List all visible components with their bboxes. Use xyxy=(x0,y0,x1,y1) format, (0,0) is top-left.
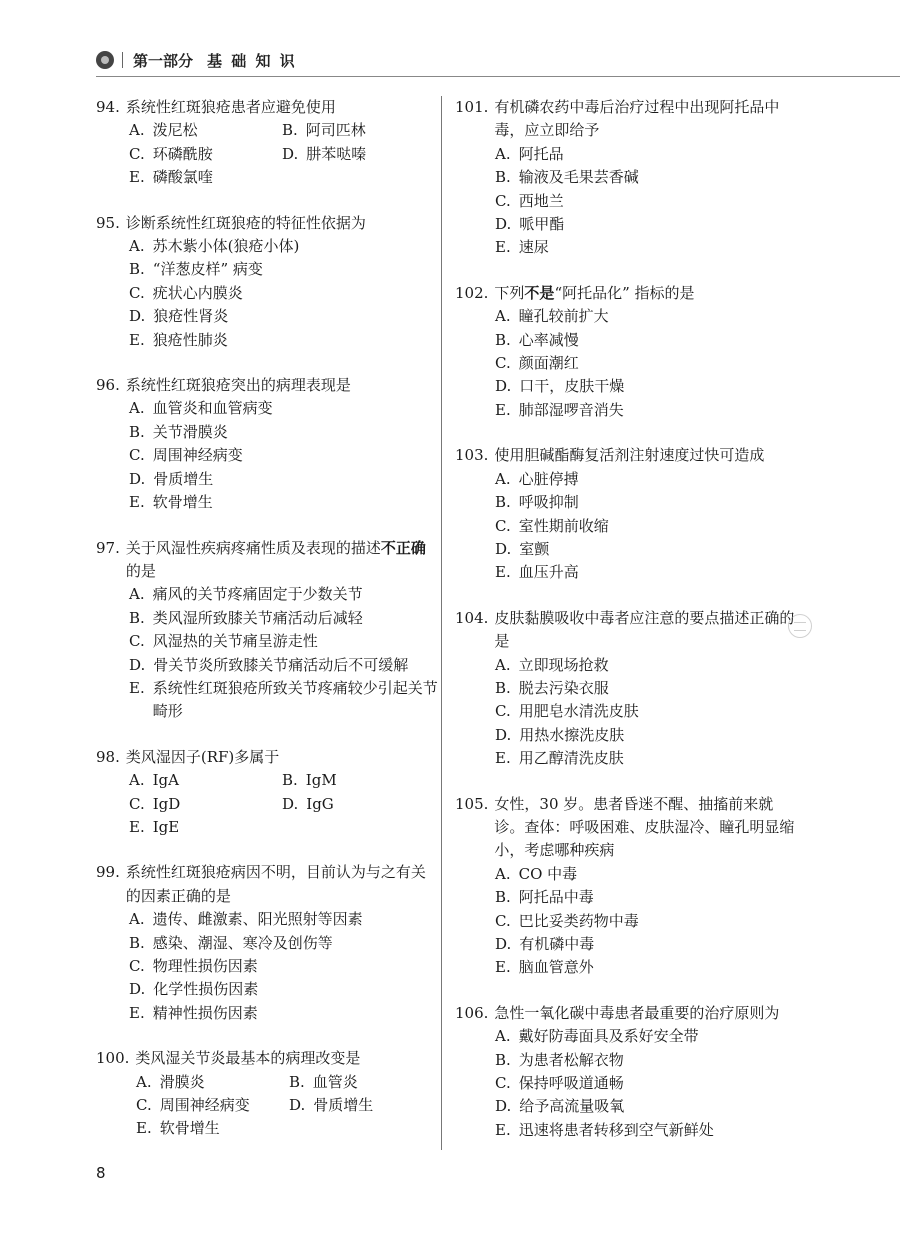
answer-option xyxy=(136,1094,289,1117)
option-text: 心率减慢 xyxy=(518,330,579,349)
question-item xyxy=(455,444,797,584)
options-list xyxy=(96,908,438,1025)
option-label: C. xyxy=(495,191,511,210)
option-text: 遗传、雌激素、阳光照射等因素 xyxy=(152,910,363,929)
option-text: IgA xyxy=(152,771,179,790)
answer-option xyxy=(129,769,282,792)
answer-option xyxy=(495,933,797,956)
question-text xyxy=(126,861,438,908)
question-text xyxy=(126,746,438,769)
option-text: 风湿热的关节痛呈游走性 xyxy=(152,632,318,651)
option-label: B. xyxy=(129,933,145,952)
question-text xyxy=(494,793,797,863)
option-text: “洋葱皮样” 病变 xyxy=(152,260,263,279)
option-label: D. xyxy=(495,1097,512,1116)
answer-option xyxy=(129,816,282,839)
option-label: C. xyxy=(129,283,145,302)
option-text: 口干，皮肤干燥 xyxy=(519,377,625,396)
option-text: 迅速将患者转移到空气新鲜处 xyxy=(518,1120,714,1139)
question-text xyxy=(494,96,797,143)
option-text: 速尿 xyxy=(518,238,549,257)
question-number: 101. xyxy=(455,98,489,116)
answer-option xyxy=(495,538,797,561)
question-number: 104. xyxy=(455,608,489,627)
option-label: D. xyxy=(495,215,512,234)
question-item xyxy=(96,374,438,514)
option-label: C. xyxy=(495,516,511,535)
question-item xyxy=(96,96,438,190)
question-text xyxy=(126,374,438,397)
answer-option xyxy=(495,747,797,770)
left-column xyxy=(96,96,438,1163)
option-text: 阿托品中毒 xyxy=(518,888,594,907)
options-list xyxy=(96,769,438,839)
option-text: 感染、潮湿、寒冷及创伤等 xyxy=(152,933,333,952)
option-text: 疣状心内膜炎 xyxy=(152,283,243,302)
answer-option xyxy=(129,491,438,514)
option-label: A. xyxy=(129,399,145,418)
answer-option xyxy=(495,886,797,909)
option-label: C. xyxy=(495,702,511,721)
option-label: D. xyxy=(495,725,512,744)
answer-option xyxy=(495,1049,797,1072)
stem-fragment: 类风湿关节炎最基本的病理改变是 xyxy=(135,1049,361,1068)
option-label: C. xyxy=(129,957,145,975)
option-label: A. xyxy=(495,864,511,883)
question-stem xyxy=(455,96,797,143)
option-label: C. xyxy=(129,446,145,465)
option-text: 骨关节炎所致膝关节痛活动后不可缓解 xyxy=(153,655,409,674)
option-label: D. xyxy=(495,935,512,953)
answer-option xyxy=(129,955,438,978)
stem-fragment: 使用胆碱酯酶复活剂注射速度过快可造成 xyxy=(494,446,765,465)
stem-fragment: 类风湿因子(RF)多属于 xyxy=(125,747,280,766)
right-column xyxy=(455,96,797,1164)
answer-option xyxy=(495,143,797,166)
option-label: E. xyxy=(495,238,511,257)
option-label: D. xyxy=(129,655,146,674)
answer-option xyxy=(129,258,438,281)
answer-option xyxy=(129,143,282,166)
option-label: C. xyxy=(136,1096,152,1115)
answer-option xyxy=(495,491,797,514)
option-text: 肺部湿啰音消失 xyxy=(518,400,624,419)
column-divider xyxy=(441,96,442,1150)
options-list xyxy=(96,397,438,514)
option-text: 狼疮性肺炎 xyxy=(152,330,228,349)
option-label: B. xyxy=(282,771,298,790)
stem-fragment: 系统性红斑狼疮病因不明，目前认为与之有关的因素正确的是 xyxy=(125,863,426,905)
answer-option xyxy=(289,1094,438,1117)
option-text: 西地兰 xyxy=(518,191,564,210)
option-text: 泼尼松 xyxy=(152,121,198,140)
question-item xyxy=(96,746,438,840)
question-item xyxy=(96,212,438,352)
question-number: 102. xyxy=(455,283,489,302)
option-label: A. xyxy=(495,307,511,326)
option-text: 心脏停搏 xyxy=(518,469,579,488)
option-label: D. xyxy=(129,469,146,488)
option-text: 类风湿所致膝关节痛活动后减轻 xyxy=(152,608,363,627)
answer-option xyxy=(129,397,438,420)
question-text xyxy=(494,1002,797,1025)
option-text: 室颤 xyxy=(519,539,550,558)
question-text xyxy=(126,537,438,584)
question-number: 105. xyxy=(455,794,489,813)
question-stem xyxy=(96,537,438,584)
option-label: C. xyxy=(495,911,511,930)
option-text: 戴好防毒面具及系好安全带 xyxy=(518,1027,699,1046)
option-text: IgG xyxy=(306,794,334,813)
answer-option xyxy=(282,793,438,816)
answer-option xyxy=(495,305,797,328)
answer-option xyxy=(495,515,797,538)
option-label: D. xyxy=(129,307,146,326)
stem-fragment: 系统性红斑狼疮突出的病理表现是 xyxy=(125,376,351,395)
option-text: 用乙醇清洗皮肤 xyxy=(518,749,624,768)
option-text: IgE xyxy=(152,817,180,836)
option-label: A. xyxy=(495,655,511,674)
option-text: 有机磷中毒 xyxy=(519,935,595,953)
question-item xyxy=(455,96,797,260)
question-number: 98. xyxy=(96,747,120,766)
option-text: 阿托品 xyxy=(518,144,564,163)
question-number: 94. xyxy=(96,98,120,116)
answer-option xyxy=(129,607,438,630)
answer-option xyxy=(129,908,438,931)
question-number: 95. xyxy=(96,213,120,232)
question-number: 97. xyxy=(96,538,120,557)
stem-fragment: 关于风湿性疾病疼痛性质及表现的描述 xyxy=(125,538,381,557)
stem-fragment: 下列 xyxy=(494,283,525,302)
option-label: A. xyxy=(129,585,145,604)
answer-option xyxy=(282,143,438,166)
question-item xyxy=(96,537,438,724)
option-text: IgM xyxy=(305,771,337,790)
answer-option xyxy=(129,677,438,724)
stem-fragment: 有机磷农药中毒后治疗过程中出现阿托品中毒，应立即给予 xyxy=(494,98,780,140)
option-label: A. xyxy=(495,469,511,488)
option-text: 巴比妥类药物中毒 xyxy=(518,911,639,930)
option-text: 阿司匹林 xyxy=(305,121,366,140)
options-list xyxy=(96,119,438,189)
options-list xyxy=(455,1025,797,1142)
question-item xyxy=(455,607,797,771)
option-text: 哌甲酯 xyxy=(519,215,565,234)
options-list xyxy=(96,583,438,723)
answer-option xyxy=(129,468,438,491)
question-item xyxy=(455,282,797,422)
option-label: B. xyxy=(495,330,511,349)
answer-option xyxy=(129,421,438,444)
question-stem xyxy=(96,374,438,397)
answer-option xyxy=(129,583,438,606)
answer-option xyxy=(495,1095,797,1118)
question-text xyxy=(126,212,438,235)
option-text: 呼吸抑制 xyxy=(518,493,579,512)
option-text: 脑血管意外 xyxy=(518,958,594,977)
question-number: 103. xyxy=(455,446,489,465)
option-label: C. xyxy=(129,144,145,163)
question-text xyxy=(494,444,797,467)
answer-option xyxy=(495,213,797,236)
options-list xyxy=(96,235,438,352)
answer-option xyxy=(129,329,438,352)
option-text: 保持呼吸道通畅 xyxy=(518,1074,624,1093)
option-label: E. xyxy=(129,330,145,349)
answer-option xyxy=(129,305,438,328)
answer-option xyxy=(495,724,797,747)
option-label: B. xyxy=(289,1072,305,1091)
answer-option xyxy=(495,956,797,979)
option-label: B. xyxy=(495,1050,511,1069)
book-logo-icon xyxy=(96,51,114,69)
option-label: E. xyxy=(495,563,511,582)
option-text: 物理性损伤因素 xyxy=(152,957,258,975)
publisher-watermark-icon xyxy=(788,614,812,638)
option-label: B. xyxy=(495,888,511,907)
question-number: 96. xyxy=(96,376,120,395)
option-text: 骨质增生 xyxy=(313,1096,374,1115)
question-text xyxy=(126,96,438,119)
options-list xyxy=(96,1071,438,1141)
option-text: 苏木紫小体(狼疮小体) xyxy=(152,237,300,256)
page-number: 8 xyxy=(96,1164,106,1182)
question-stem xyxy=(96,746,438,769)
stem-fragment: 女性，30 岁。患者昏迷不醒、抽搐前来就诊。查体：呼吸困难、皮肤湿冷、瞳孔明显缩小，考虑哪种疾病 xyxy=(494,794,795,860)
option-text: 输液及毛果芸香碱 xyxy=(518,168,639,187)
stem-fragment: 系统性红斑狼疮患者应避免使用 xyxy=(125,98,336,116)
stem-fragment: 急性一氧化碳中毒患者最重要的治疗原则为 xyxy=(494,1003,780,1022)
option-text: 磷酸氯喹 xyxy=(152,168,213,187)
option-label: C. xyxy=(495,354,511,373)
option-text: 室性期前收缩 xyxy=(518,516,609,535)
options-list xyxy=(455,863,797,980)
question-number: 99. xyxy=(96,863,120,882)
question-item xyxy=(96,861,438,1025)
page-header xyxy=(96,46,900,74)
question-item xyxy=(455,1002,797,1142)
question-item xyxy=(455,793,797,980)
option-label: E. xyxy=(129,168,145,187)
answer-option xyxy=(495,375,797,398)
option-label: B. xyxy=(282,121,298,140)
question-text xyxy=(135,1047,438,1070)
options-list xyxy=(455,305,797,422)
option-label: D. xyxy=(495,539,512,558)
question-stem xyxy=(455,1002,797,1025)
option-text: CO 中毒 xyxy=(518,864,578,883)
answer-option xyxy=(136,1071,289,1094)
option-text: 骨质增生 xyxy=(153,469,214,488)
option-label: B. xyxy=(495,168,511,187)
answer-option xyxy=(495,399,797,422)
option-label: D. xyxy=(282,144,299,163)
question-text xyxy=(494,607,797,654)
option-label: E. xyxy=(136,1119,152,1138)
option-label: A. xyxy=(129,237,145,256)
answer-option xyxy=(129,235,438,258)
header-separator xyxy=(122,52,123,68)
answer-option xyxy=(129,793,282,816)
option-label: E. xyxy=(495,400,511,419)
question-stem xyxy=(455,793,797,863)
option-label: E. xyxy=(495,958,511,977)
option-label: B. xyxy=(495,493,511,512)
answer-option xyxy=(495,1119,797,1142)
header-rule xyxy=(96,76,900,77)
answer-option xyxy=(129,166,282,189)
option-text: 软骨增生 xyxy=(159,1119,220,1138)
options-list xyxy=(455,468,797,585)
option-text: 环磷酰胺 xyxy=(152,144,213,163)
question-stem xyxy=(96,212,438,235)
answer-option xyxy=(129,932,438,955)
option-text: 系统性红斑狼疮所致关节疼痛较少引起关节畸形 xyxy=(152,678,438,721)
question-stem xyxy=(455,444,797,467)
options-list xyxy=(455,143,797,260)
question-stem xyxy=(455,607,797,654)
option-label: A. xyxy=(129,910,145,929)
option-label: E. xyxy=(129,817,145,836)
option-text: 化学性损伤因素 xyxy=(153,980,259,999)
section-label: 第一部分 xyxy=(133,51,194,70)
option-label: A. xyxy=(495,144,511,163)
option-label: E. xyxy=(129,678,145,697)
question-item xyxy=(96,1047,438,1141)
answer-option xyxy=(129,1002,438,1025)
answer-option xyxy=(282,119,438,142)
option-text: 关节滑膜炎 xyxy=(152,422,228,441)
option-text: 立即现场抢救 xyxy=(518,655,609,674)
answer-option xyxy=(495,468,797,491)
answer-option xyxy=(495,236,797,259)
answer-option xyxy=(495,352,797,375)
option-label: A. xyxy=(495,1027,511,1046)
section-title: 基 础 知 识 xyxy=(207,51,297,70)
stem-fragment: “阿托品化” 指标的是 xyxy=(554,283,695,302)
option-text: 瞳孔较前扩大 xyxy=(518,307,609,326)
option-text: 为患者松解衣物 xyxy=(518,1050,624,1069)
answer-option xyxy=(129,654,438,677)
option-text: 用热水擦洗皮肤 xyxy=(519,725,625,744)
option-text: 肼苯哒嗪 xyxy=(306,144,367,163)
option-text: 给予高流量吸氧 xyxy=(519,1097,625,1116)
answer-option xyxy=(289,1071,438,1094)
option-label: D. xyxy=(282,794,299,813)
option-label: E. xyxy=(495,1120,511,1139)
answer-option xyxy=(495,329,797,352)
option-text: 脱去污染衣服 xyxy=(518,678,609,697)
option-text: 痛风的关节疼痛固定于少数关节 xyxy=(152,585,363,604)
answer-option xyxy=(282,769,438,792)
question-number: 100. xyxy=(96,1049,130,1068)
option-text: 周围神经病变 xyxy=(152,446,243,465)
option-label: B. xyxy=(495,678,511,697)
option-label: E. xyxy=(129,1003,145,1022)
question-stem xyxy=(96,861,438,908)
answer-option xyxy=(495,863,797,886)
stem-fragment: 的是 xyxy=(125,561,156,580)
option-label: C. xyxy=(495,1074,511,1093)
question-number: 106. xyxy=(455,1003,489,1022)
option-text: 颜面潮红 xyxy=(518,354,579,373)
answer-option xyxy=(129,978,438,1001)
answer-option xyxy=(136,1117,289,1140)
answer-option xyxy=(129,444,438,467)
option-text: 滑膜炎 xyxy=(159,1072,205,1091)
option-label: E. xyxy=(129,493,145,512)
answer-option xyxy=(495,166,797,189)
options-list xyxy=(455,654,797,771)
question-stem xyxy=(96,1047,438,1070)
option-label: B. xyxy=(129,260,145,279)
stem-fragment: 皮肤黏膜吸收中毒者应注意的要点描述正确的是 xyxy=(494,608,795,651)
emphasis-text: 不是 xyxy=(524,283,555,302)
answer-option xyxy=(495,677,797,700)
question-stem xyxy=(96,96,438,119)
answer-option xyxy=(129,119,282,142)
emphasis-text: 不正确 xyxy=(380,538,426,557)
option-label: D. xyxy=(495,377,512,396)
option-label: A. xyxy=(129,771,145,790)
option-label: D. xyxy=(129,980,146,999)
answer-option xyxy=(495,1025,797,1048)
option-label: A. xyxy=(129,121,145,140)
option-label: B. xyxy=(129,608,145,627)
option-text: 软骨增生 xyxy=(152,493,213,512)
answer-option xyxy=(129,630,438,653)
stem-fragment: 诊断系统性红斑狼疮的特征性依据为 xyxy=(125,213,366,232)
option-text: IgD xyxy=(152,794,181,813)
answer-option xyxy=(495,700,797,723)
option-label: E. xyxy=(495,749,511,768)
option-label: A. xyxy=(136,1072,152,1091)
question-text xyxy=(494,282,797,305)
option-text: 用肥皂水清洗皮肤 xyxy=(518,702,639,721)
option-label: D. xyxy=(289,1096,306,1115)
question-stem xyxy=(455,282,797,305)
option-label: C. xyxy=(129,632,145,651)
option-label: B. xyxy=(129,422,145,441)
option-text: 周围神经病变 xyxy=(159,1096,250,1115)
option-text: 精神性损伤因素 xyxy=(152,1003,258,1022)
option-text: 狼疮性肾炎 xyxy=(153,307,229,326)
option-label: C. xyxy=(129,794,145,813)
answer-option xyxy=(495,1072,797,1095)
option-text: 血管炎和血管病变 xyxy=(152,399,273,418)
answer-option xyxy=(495,561,797,584)
option-text: 血管炎 xyxy=(312,1072,358,1091)
option-text: 血压升高 xyxy=(518,563,579,582)
answer-option xyxy=(129,282,438,305)
answer-option xyxy=(495,910,797,933)
answer-option xyxy=(495,654,797,677)
answer-option xyxy=(495,190,797,213)
